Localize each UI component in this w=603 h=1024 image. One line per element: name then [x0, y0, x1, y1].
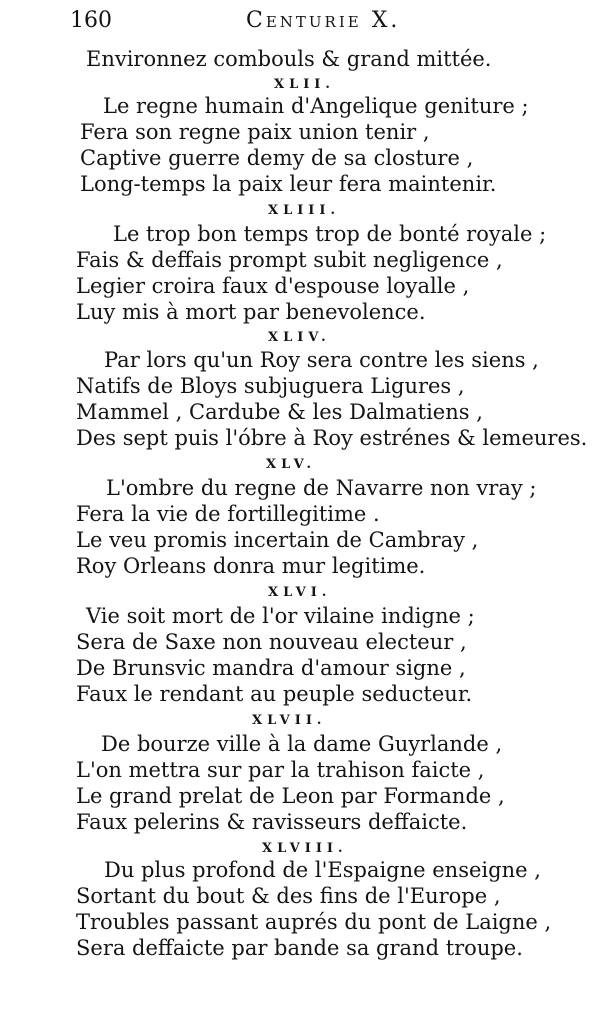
verse-line: Sortant du bout & des fins de l'Europe , — [76, 884, 501, 908]
verse-line: Luy mis à mort par benevolence. — [76, 300, 426, 324]
verse-line: De bourze ville à la dame Guyrlande , — [101, 732, 503, 756]
running-head: Centurie X. — [246, 8, 401, 33]
verse-line: Environnez combouls & grand mittée. — [86, 47, 492, 71]
verse-line: Faux le rendant au peuple seducteur. — [76, 682, 473, 706]
quatrain-number: XLVI. — [268, 585, 332, 600]
verse-line: Roy Orleans donra mur legitime. — [76, 554, 426, 578]
verse-line: Natifs de Bloys subjuguera Ligures , — [76, 374, 465, 398]
verse-line: Faux pelerins & ravisseurs deffaicte. — [76, 810, 468, 834]
verse-line: Sera de Saxe non nouveau electeur , — [76, 630, 467, 654]
verse-line: Le regne humain d'Angelique geniture ; — [103, 94, 529, 118]
verse-line: Fais & deffais prompt subit negligence , — [76, 248, 503, 272]
quatrain-number: XLVIII. — [262, 841, 348, 856]
verse-line: Du plus profond de l'Espaigne enseigne , — [104, 858, 541, 882]
verse-line: Fera son regne paix union tenir , — [80, 120, 430, 144]
page-header — [0, 8, 603, 38]
verse-line: Fera la vie de fortillegitime . — [76, 502, 380, 526]
verse-line: Long-temps la paix leur fera maintenir. — [80, 172, 497, 196]
verse-line: Le trop bon temps trop de bonté royale ; — [113, 222, 547, 246]
verse-line: Captive guerre demy de sa closture , — [80, 146, 474, 170]
verse-line: Mammel , Cardube & les Dalmatiens , — [76, 400, 483, 424]
verse-line: De Brunsvic mandra d'amour signe , — [76, 656, 466, 680]
verse-line: Le grand prelat de Leon par Formande , — [76, 784, 505, 808]
quatrain-number: XLIV. — [268, 330, 331, 345]
verse-line: Legier croira faux d'espouse loyalle , — [76, 274, 470, 298]
quatrain-number: XLV. — [266, 457, 317, 472]
verse-line: L'on mettra sur par la trahison faicte , — [76, 758, 485, 782]
quatrain-number: XLIII. — [268, 203, 340, 218]
verse-line: Par lors qu'un Roy sera contre les siens , — [104, 348, 539, 372]
verse-line: Le veu promis incertain de Cambray , — [76, 528, 479, 552]
quatrain-number: XLVII. — [252, 713, 327, 728]
verse-line: L'ombre du regne de Navarre non vray ; — [106, 476, 537, 500]
verse-line: Troubles passant auprés du pont de Laigne , — [76, 910, 552, 934]
verse-line: Sera deffaicte par bande sa grand troupe. — [76, 936, 523, 960]
quatrain-number: XLII. — [274, 77, 335, 92]
verse-line: Des sept puis l'óbre à Roy estrénes & lemeures. — [76, 426, 588, 450]
verse-line: Vie soit mort de l'or vilaine indigne ; — [86, 604, 475, 628]
page-number: 160 — [70, 8, 112, 33]
